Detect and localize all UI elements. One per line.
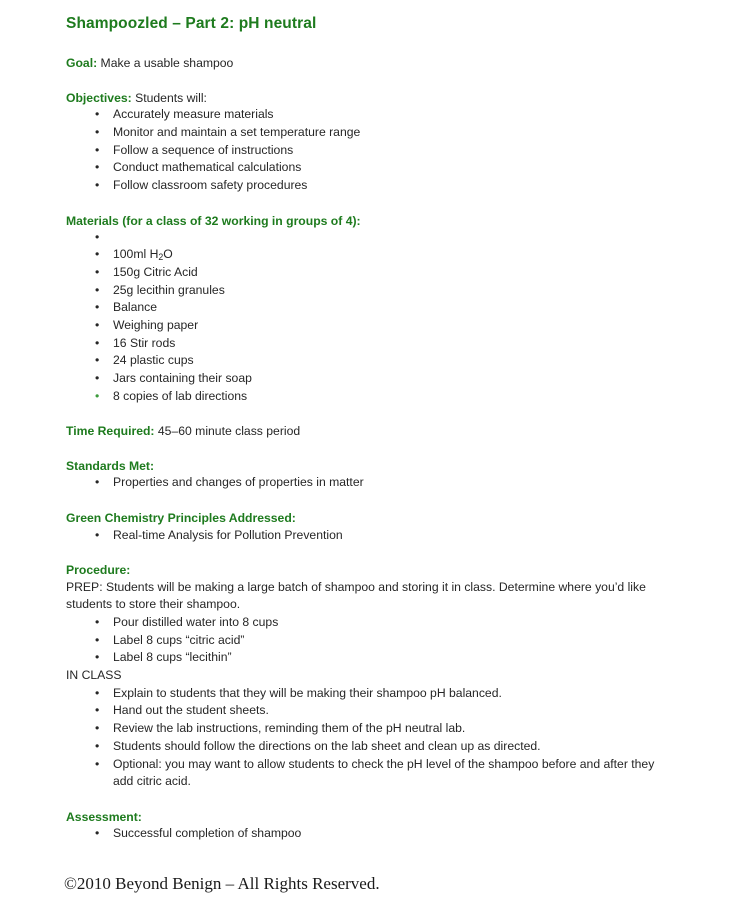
goal-line bbox=[66, 55, 672, 71]
goal-label: Goal: bbox=[66, 56, 98, 71]
list-item: • Students should follow the directions on the lab sheet and clean up as directed. bbox=[66, 738, 672, 756]
time-required-label: Time Required: bbox=[66, 424, 155, 439]
objectives-label: Objectives: bbox=[66, 90, 132, 105]
procedure-in-class-list bbox=[66, 685, 672, 791]
objectives-list bbox=[66, 106, 672, 194]
standards-met-list bbox=[66, 474, 672, 492]
list-item: • Successful completion of shampoo bbox=[66, 825, 672, 843]
assessment-heading: Assessment: bbox=[66, 809, 142, 824]
water-prefix: 100ml H bbox=[113, 247, 159, 262]
list-item: • Properties and changes of properties in matter bbox=[66, 474, 672, 492]
spacer bbox=[66, 72, 672, 90]
standards-met-heading: Standards Met: bbox=[66, 458, 155, 473]
list-item: • Pour distilled water into 8 cups bbox=[66, 614, 672, 632]
list-item: • Label 8 cups “lecithin” bbox=[66, 649, 672, 667]
time-required-text: 45–60 minute class period bbox=[154, 424, 301, 439]
procedure-prep-paragraph: PREP: Students will be making a large batch of shampoo and storing it in class. Determine where you’d like students to store their shampoo. bbox=[66, 579, 646, 612]
list-item: • Hand out the student sheets. bbox=[66, 702, 672, 720]
list-item: • Accurately measure materials bbox=[66, 106, 672, 124]
list-item: • 150g Citric Acid bbox=[66, 264, 672, 282]
spacer bbox=[66, 405, 672, 423]
materials-list bbox=[66, 229, 672, 405]
list-item: • Follow classroom safety procedures bbox=[66, 177, 672, 195]
assessment-list bbox=[66, 825, 672, 843]
list-item: • 16 Stir rods bbox=[66, 335, 672, 353]
green-chemistry-list bbox=[66, 527, 672, 545]
green-chemistry-heading: Green Chemistry Principles Addressed: bbox=[66, 511, 296, 526]
list-item: • Jars containing their soap bbox=[66, 370, 672, 388]
list-item-water bbox=[66, 246, 672, 264]
copyright-footer: ©2010 Beyond Benign – All Rights Reserved. bbox=[64, 873, 380, 893]
list-item: • Conduct mathematical calculations bbox=[66, 159, 672, 177]
time-required-line bbox=[66, 423, 672, 439]
objectives-line bbox=[66, 90, 672, 106]
in-class-label: IN CLASS bbox=[66, 668, 122, 683]
list-item: • Balance bbox=[66, 299, 672, 317]
spacer bbox=[66, 544, 672, 562]
list-item: • Label 8 cups “citric acid” bbox=[66, 632, 672, 650]
list-item: • Review the lab instructions, reminding them of the pH neutral lab. bbox=[66, 720, 672, 738]
goal-text: Make a usable shampoo bbox=[97, 56, 234, 71]
list-item-empty bbox=[66, 229, 672, 246]
list-item: • Explain to students that they will be making their shampoo pH balanced. bbox=[66, 685, 672, 703]
list-item: • Weighing paper bbox=[66, 317, 672, 335]
list-item: • 25g lecithin granules bbox=[66, 282, 672, 300]
spacer bbox=[66, 492, 672, 510]
list-item: • 8 copies of lab directions bbox=[66, 388, 672, 406]
list-item: • Follow a sequence of instructions bbox=[66, 142, 672, 160]
water-subscript: 2 bbox=[158, 252, 164, 263]
list-item: • Optional: you may want to allow students to check the pH level of the shampoo before and after they add citric acid. bbox=[66, 756, 672, 791]
spacer bbox=[66, 440, 672, 458]
list-item: • Monitor and maintain a set temperature range bbox=[66, 124, 672, 142]
list-item: • 24 plastic cups bbox=[66, 352, 672, 370]
objectives-text: Students will: bbox=[131, 90, 207, 105]
procedure-prep-list bbox=[66, 614, 672, 667]
page-title: Shampoozled – Part 2: pH neutral bbox=[66, 15, 317, 32]
materials-heading: Materials (for a class of 32 working in groups of 4): bbox=[66, 213, 361, 228]
list-item: • Real-time Analysis for Pollution Prevention bbox=[66, 527, 672, 545]
water-suffix: O bbox=[163, 247, 173, 262]
procedure-heading: Procedure: bbox=[66, 563, 131, 578]
spacer bbox=[66, 195, 672, 213]
spacer bbox=[66, 791, 672, 809]
